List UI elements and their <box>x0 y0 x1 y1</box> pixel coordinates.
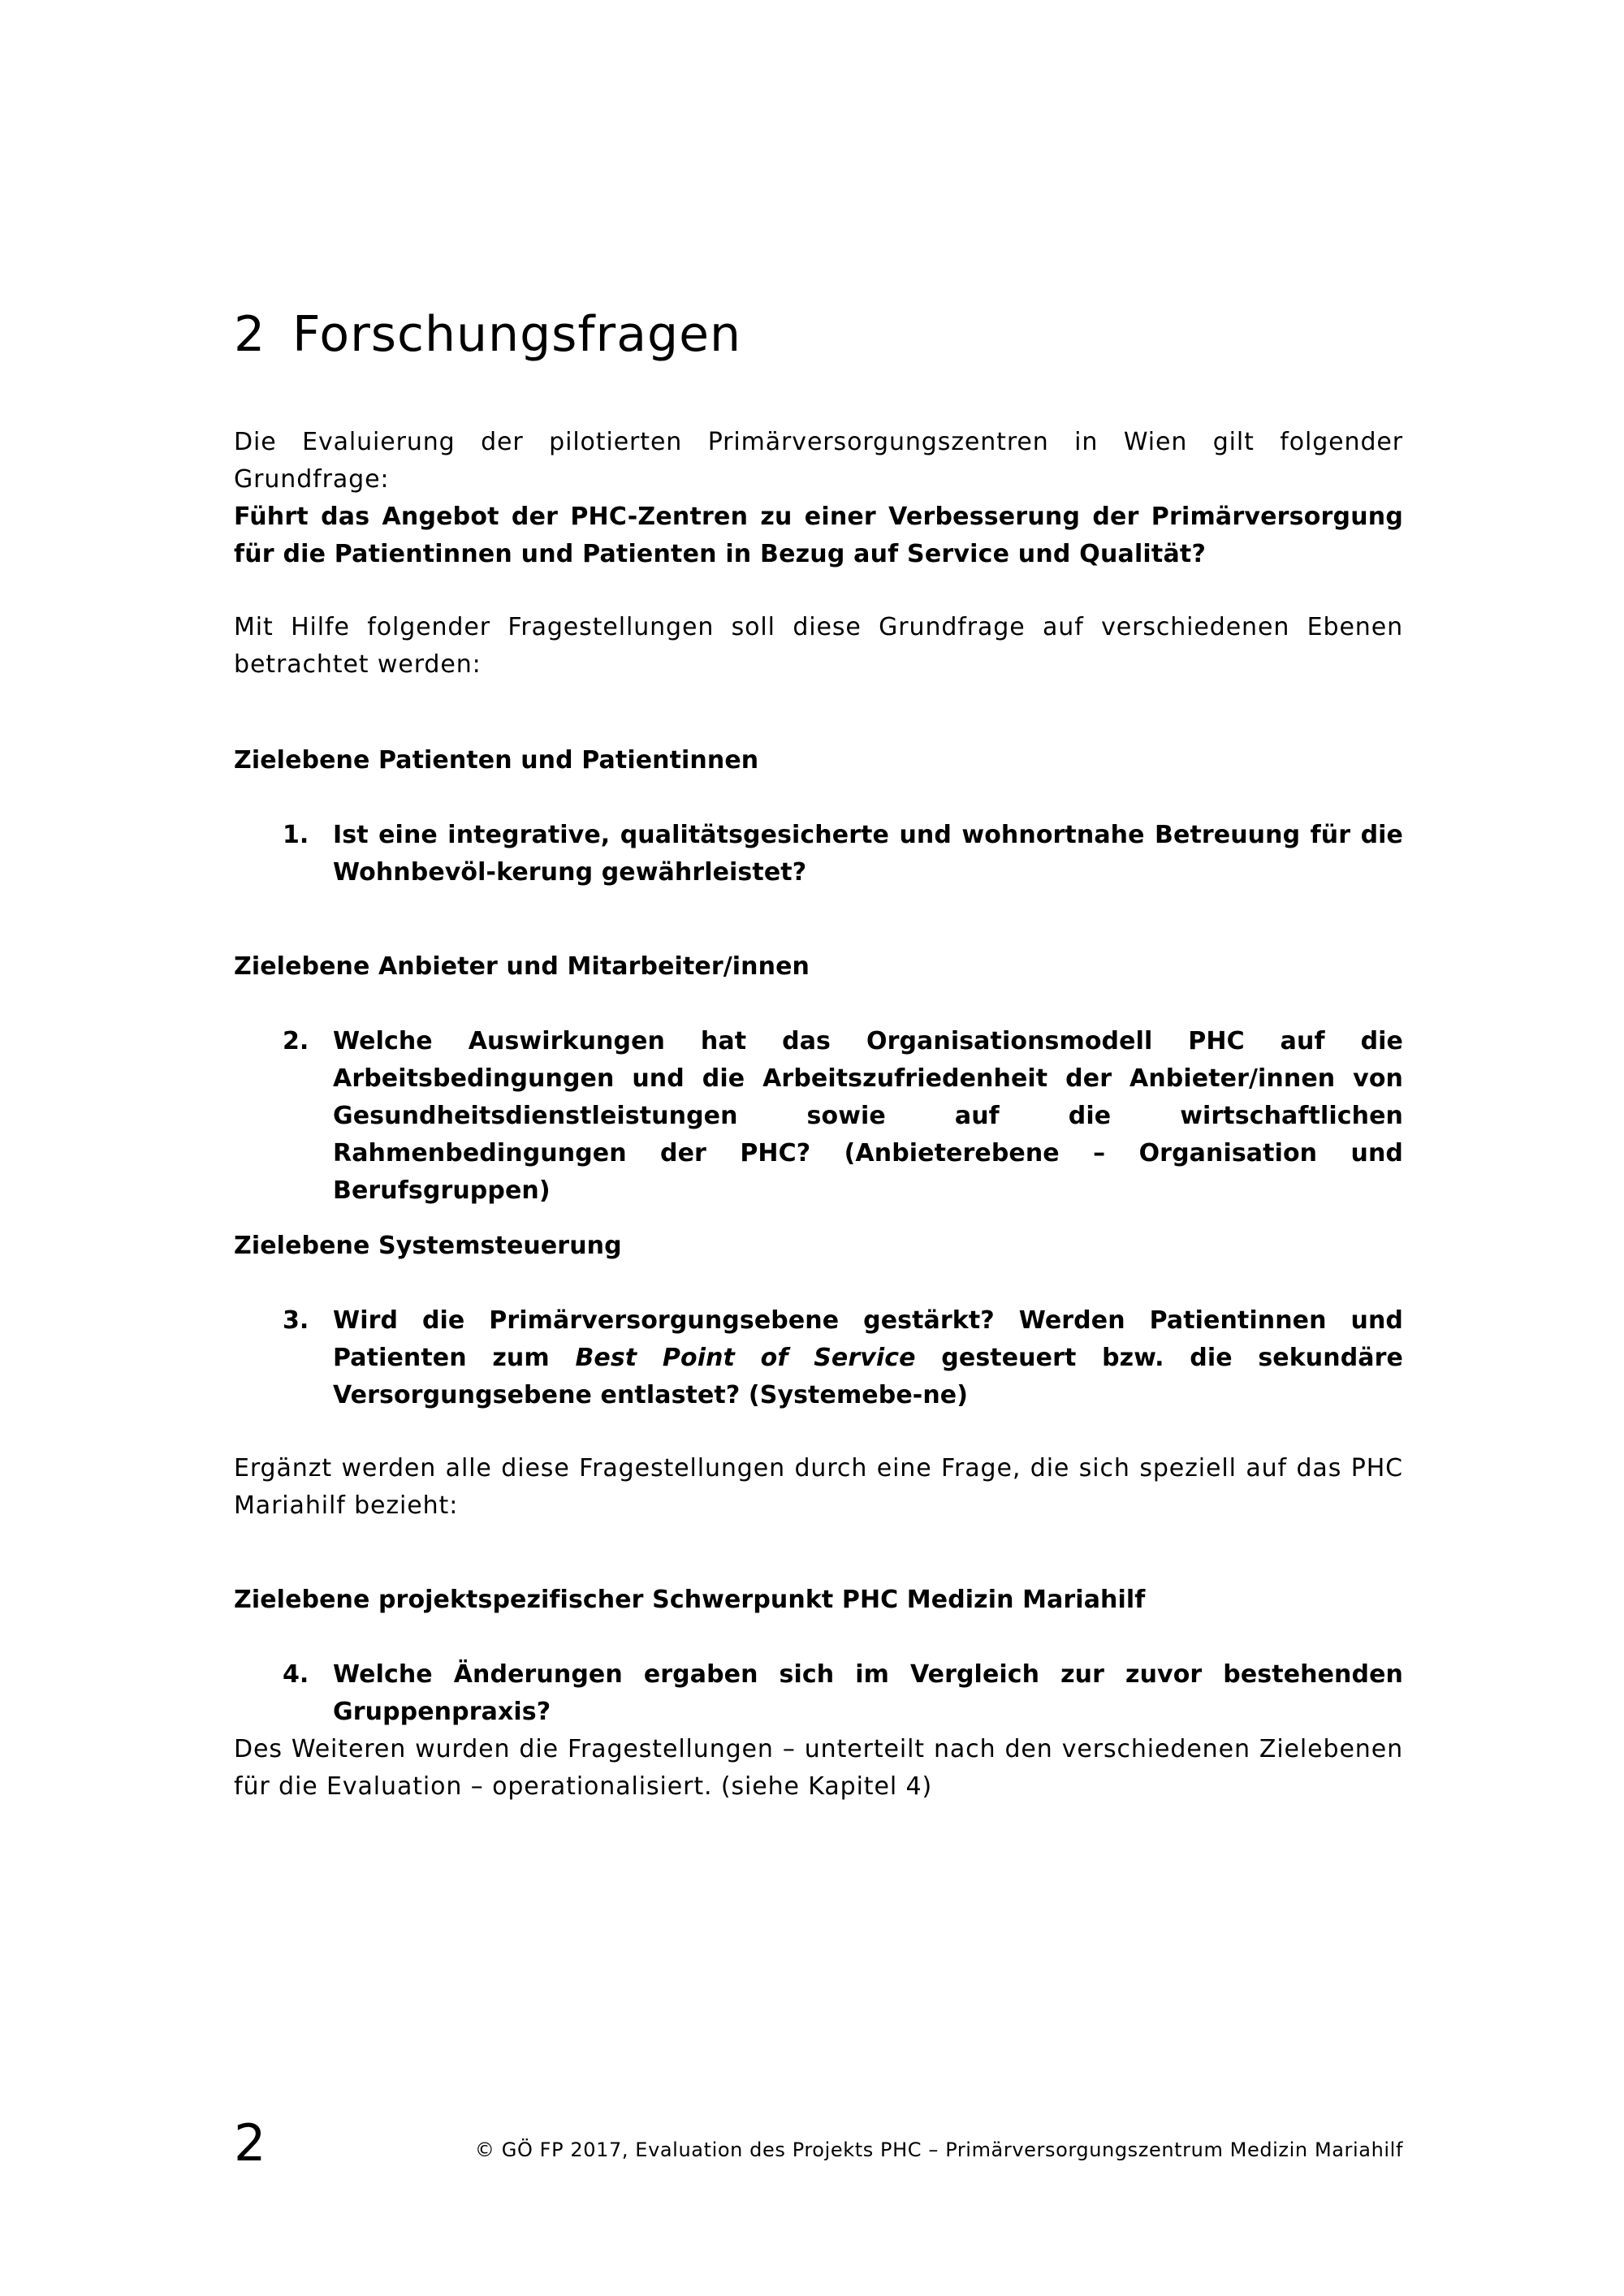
footer-copyright: © GÖ FP 2017, Evaluation des Projekts PHC – Primärversorgungszentrum Medizin Mariahilf <box>474 2138 1403 2161</box>
main-question: Führt das Angebot der PHC-Zentren zu einer Verbesserung der Primärversorgung für die Patientinnen und Patienten in Bezug auf Service und Qualität? <box>234 503 1403 568</box>
chapter-number: 2 <box>234 306 266 363</box>
question-2: Welche Auswirkungen hat das Organisationsmodell PHC auf die Arbeitsbedingungen und die Arbeitszufriedenheit der Anbieter/innen von Gesundheitsdienstleistungen sowie auf die wirtschaftlichen Rahmenbedingungen der PHC? (Anbieterebene – Organisation und Berufsgruppen) <box>333 1027 1403 1205</box>
chapter-title: Forschungsfragen <box>292 306 742 363</box>
question-3 <box>333 1302 1403 1414</box>
question-3-emphasis: Best Point of Service <box>575 1344 916 1372</box>
intro-paragraph: Die Evaluierung der pilotierten Primärversorgungszentren in Wien gilt folgender Grundfrage: <box>234 428 1403 494</box>
footer-page-number: 2 <box>234 2113 266 2173</box>
question-number-4: 4. <box>283 1660 309 1689</box>
supplement-paragraph: Ergänzt werden alle diese Fragestellungen durch eine Frage, die sich speziell auf das PHC Mariahilf bezieht: <box>234 1454 1403 1520</box>
section-heading-patients: Zielebene Patienten und Patientinnen <box>234 746 759 775</box>
section-heading-providers: Zielebene Anbieter und Mitarbeiter/innen <box>234 952 810 981</box>
question-number-1: 1. <box>283 821 309 849</box>
levels-intro-paragraph: Mit Hilfe folgender Fragestellungen soll diese Grundfrage auf verschiedenen Ebenen betrachtet werden: <box>234 613 1403 679</box>
question-4: Welche Änderungen ergaben sich im Vergleich zur zuvor bestehenden Gruppenpraxis? <box>333 1660 1403 1726</box>
question-number-2: 2. <box>283 1027 309 1055</box>
closing-paragraph: Des Weiteren wurden die Fragestellungen – unterteilt nach den verschiedenen Zielebenen für die Evaluation – operationalisiert. (siehe Kapitel 4) <box>234 1735 1403 1801</box>
question-3-part-2: gesteuert bzw. die sekundäre Versorgungsebene entlastet? (Systemebe-ne) <box>333 1344 1403 1409</box>
question-3-part-1: Wird die Primärversorgungsebene gestärkt? Werden Patientinnen und Patienten zum <box>333 1306 1403 1372</box>
chapter-heading <box>234 302 741 367</box>
question-1: Ist eine integrative, qualitätsgesicherte und wohnortnahe Betreuung für die Wohnbevöl-kerung gewährleistet? <box>333 821 1403 887</box>
section-heading-system: Zielebene Systemsteuerung <box>234 1232 622 1260</box>
section-heading-project: Zielebene projektspezifischer Schwerpunkt PHC Medizin Mariahilf <box>234 1586 1146 1614</box>
question-number-3: 3. <box>283 1306 309 1335</box>
